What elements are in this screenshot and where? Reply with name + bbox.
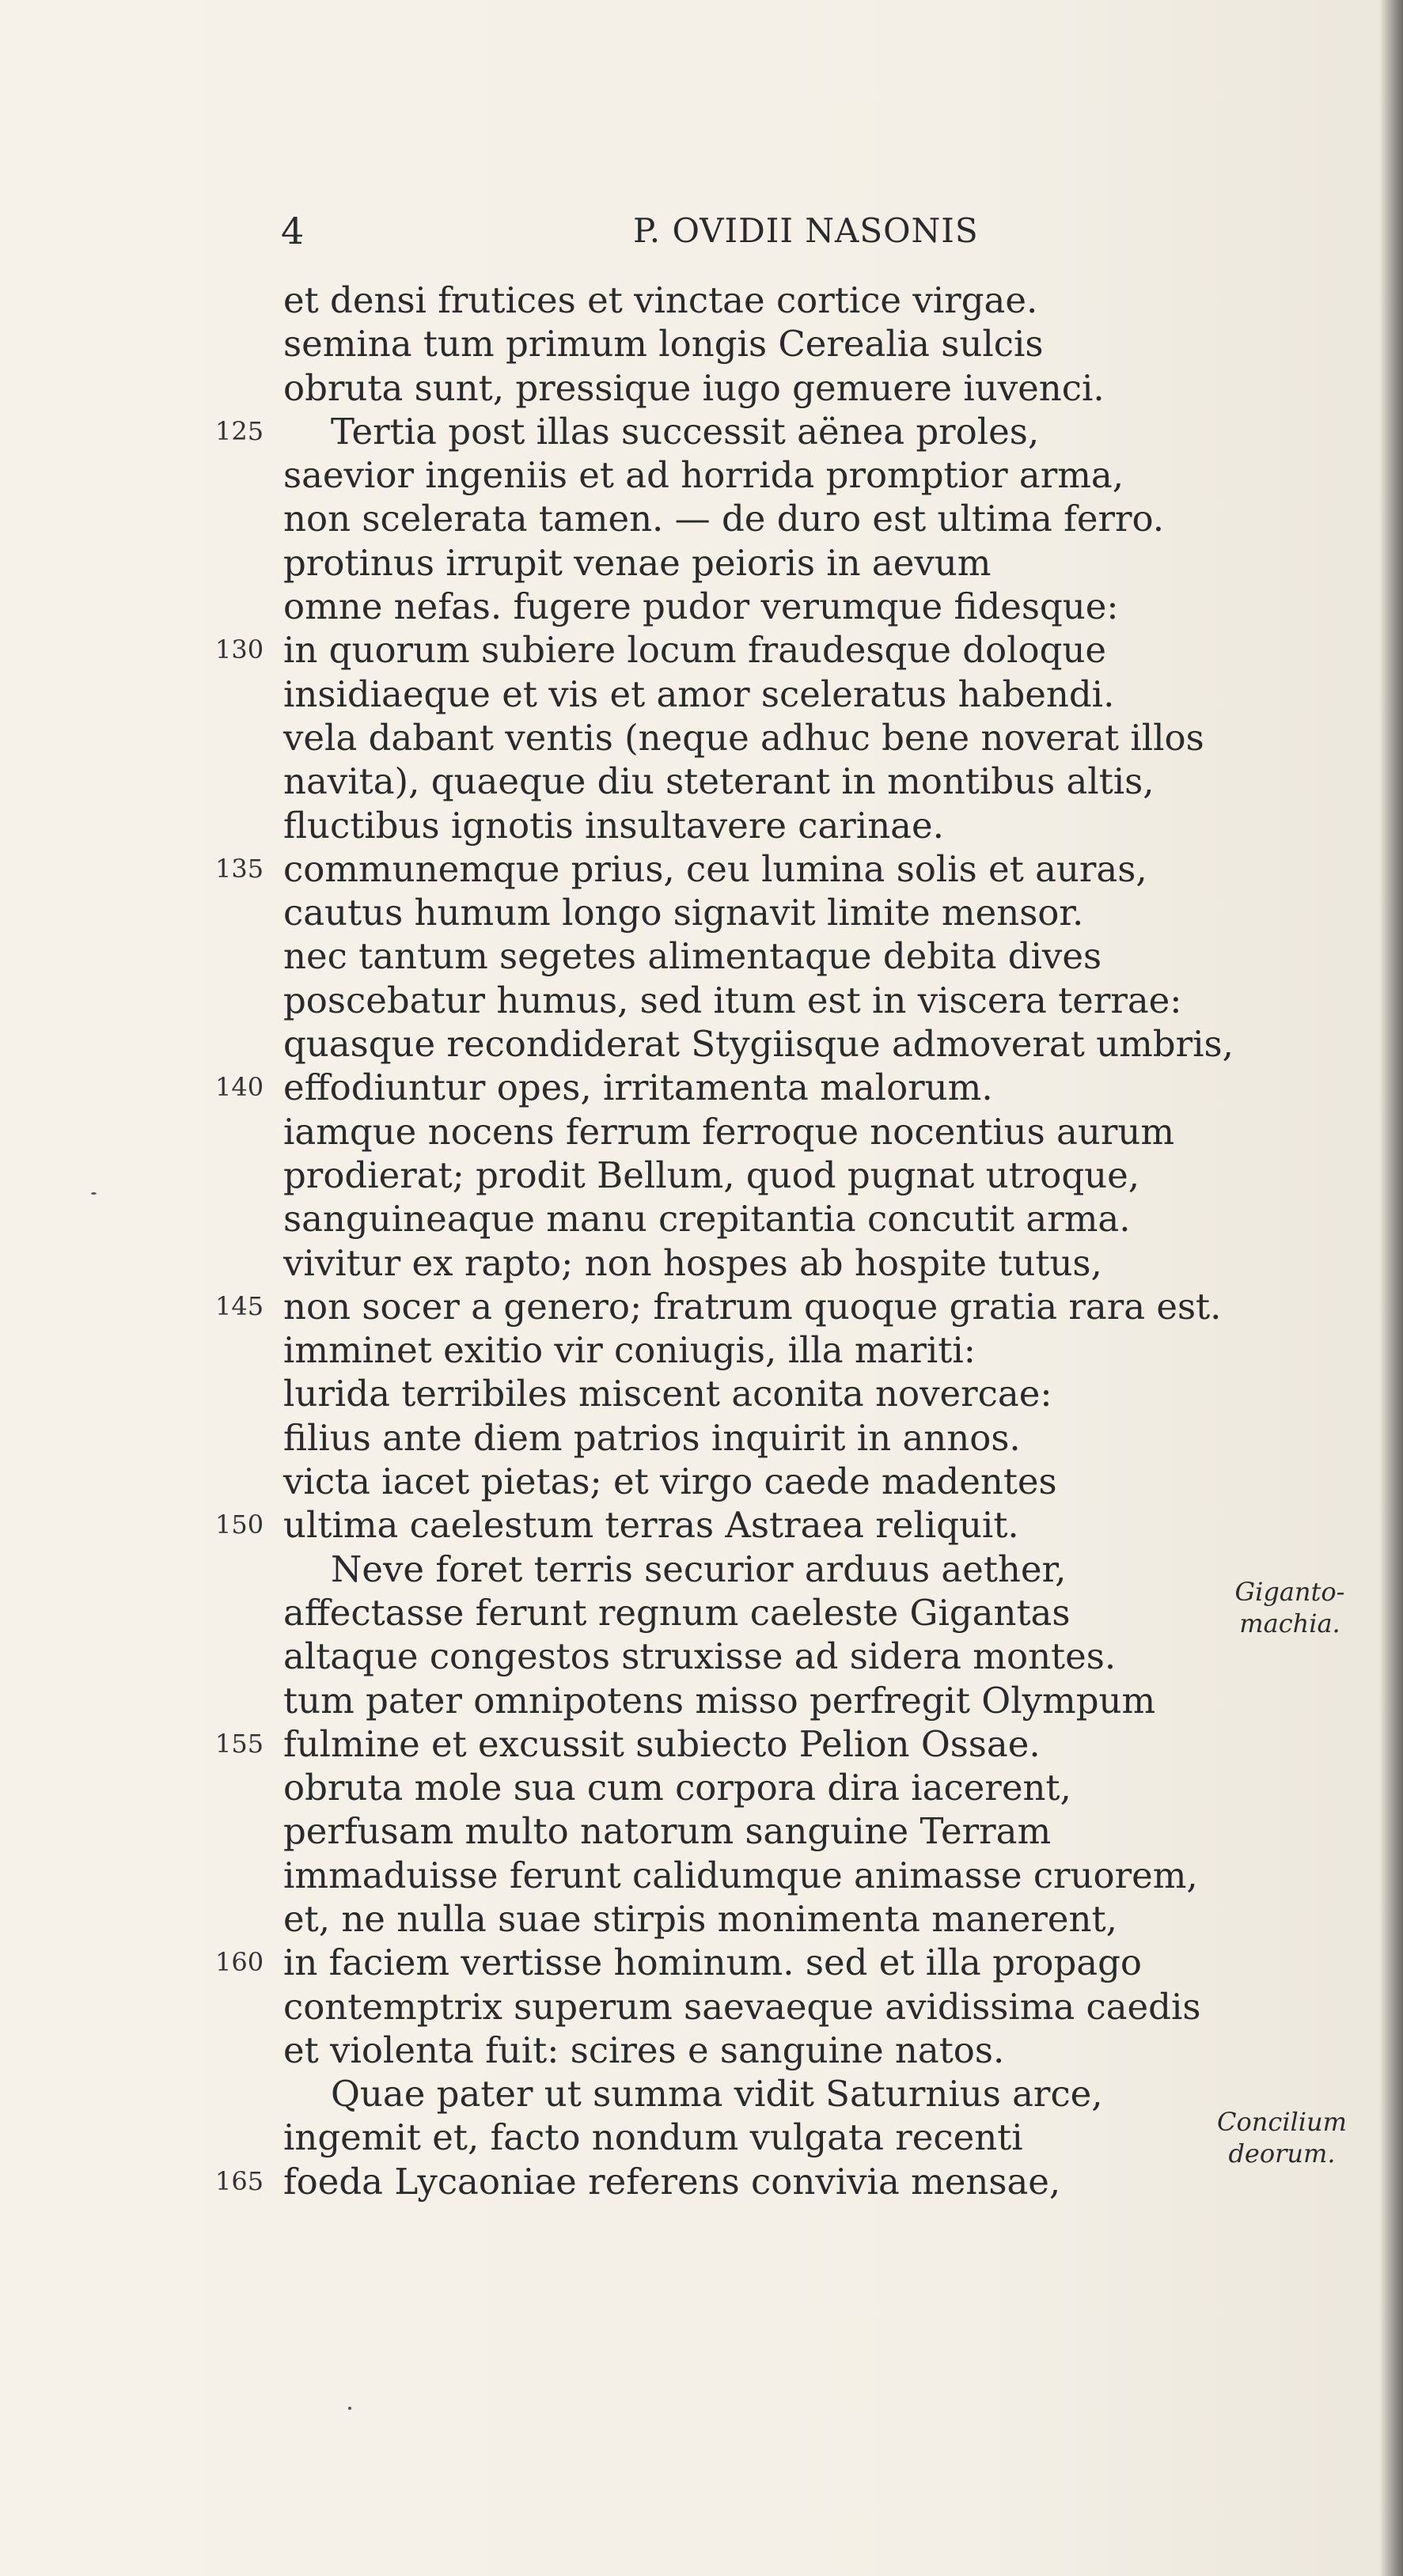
verse-text: perfusam multo natorum sanguine Terram [283,1810,1052,1853]
verse-text: prodierat; prodit Bellum, quod pugnat utroque, [283,1154,1140,1196]
verse-text: omne nefas. fugere pudor verumque fidesque: [283,585,1119,628]
verse-text: filius ante diem patrios inquirit in annos. [283,1416,1021,1459]
verse-line [0,2072,1403,2116]
verse-line [0,366,1403,410]
verse-text: in quorum subiere locum fraudesque doloque [283,629,1107,672]
verse-line [0,1197,1403,1241]
line-number: 130 [215,635,264,665]
verse-text: fluctibus ignotis insultavere carinae. [283,804,944,847]
verse-line [0,1154,1403,1197]
line-number: 125 [215,415,264,446]
verse-line [0,760,1403,803]
verse-line [0,804,1403,847]
verse-line [0,1591,1403,1635]
verse-line [0,1328,1403,1372]
verse-text: non socer a genero; fratrum quoque gratia rara est. [283,1285,1222,1328]
verse-text: ingemit et, facto nondum vulgata recenti [283,2116,1023,2159]
verse-line [0,453,1403,497]
verse-line [0,1022,1403,1066]
verse-text: cautus humum longo signavit limite mensor. [283,892,1084,934]
verse-text: in faciem vertisse hominum. sed et illa propago [283,1941,1143,1984]
running-title: P. OVIDII NASONIS [633,211,979,250]
verse-text: Tertia post illas successit aënea proles, [331,410,1040,453]
verse-line [0,1985,1403,2029]
verse-line [0,1110,1403,1154]
side-note-gigantomachia [1203,1576,1377,1639]
verse-line [0,628,1403,672]
verse-text: poscebatur humus, sed itum est in viscera terrae: [283,979,1182,1021]
verse-line [0,541,1403,585]
verse-line [0,1897,1403,1941]
verse-text: saevior ingeniis et ad horrida promptior arma, [283,454,1124,497]
verse-line [0,1809,1403,1853]
verse-text: vivitur ex rapto; non hospes ab hospite tutus, [283,1241,1102,1284]
verse-text: quasque recondiderat Stygiisque admoverat umbris, [283,1023,1234,1066]
verse-text: insidiaeque et vis et amor sceleratus habendi. [283,672,1115,715]
verse-text: non scelerata tamen. — de duro est ultima ferro. [283,498,1165,540]
verse-line [0,672,1403,716]
verse-line [0,2116,1403,2159]
page-header [0,207,1403,255]
line-number: 155 [215,1728,264,1759]
verse-line [0,410,1403,453]
verse-text: immaduisse ferunt calidumque animasse cruorem, [283,1854,1198,1896]
side-note-concilium [1195,2106,1369,2169]
verse-text: semina tum primum longis Cerealia sulcis [283,323,1044,366]
verse-line [0,1503,1403,1547]
line-number: 150 [215,1510,264,1540]
page-number: 4 [281,210,305,252]
verse-line [0,1066,1403,1109]
verse-text: contemptrix superum saevaeque avidissima caedis [283,1985,1201,2028]
verse-line [0,2029,1403,2072]
verse-text: ultima caelestum terras Astraea reliquit. [283,1504,1019,1547]
verse-text: altaque congestos struxisse ad sidera montes. [283,1635,1117,1678]
verse-line [0,278,1403,322]
verse-text: obruta sunt, pressique iugo gemuere iuvenci. [283,366,1105,409]
verse-text: imminet exitio vir coniugis, illa mariti: [283,1329,976,1372]
verse-text: communemque prius, ceu lumina solis et auras, [283,847,1147,890]
verse-text: navita), quaeque diu steterant in montibus altis, [283,760,1155,803]
verse-line [0,1854,1403,1897]
verse-text: foeda Lycaoniae referens convivia mensae, [283,2160,1061,2203]
verse-text: et, ne nulla suae stirpis monimenta manerent, [283,1897,1117,1940]
verse-line [0,934,1403,978]
verse-line [0,322,1403,366]
verse-text: nec tantum segetes alimentaque debita dives [283,935,1102,978]
line-number: 145 [215,1290,264,1321]
verse-line [0,716,1403,760]
side-note-line: Concilium [1217,2107,1347,2137]
line-number: 165 [215,2165,264,2196]
verse-line [0,1547,1403,1591]
verse-text: lurida terribiles miscent aconita novercae: [283,1373,1052,1415]
verse-line [0,1635,1403,1678]
verse-line [0,497,1403,540]
verse-line [0,979,1403,1022]
verse-text: Quae pater ut summa vidit Saturnius arce, [331,2073,1103,2116]
verse-text: tum pater omnipotens misso perfregit Olympum [283,1679,1156,1722]
poem-text [0,278,1403,2203]
side-note-line: machia. [1239,1608,1340,1638]
verse-line [0,2160,1403,2203]
ink-speck [348,2407,351,2410]
verse-line [0,1766,1403,1809]
verse-text: sanguineaque manu crepitantia concutit arma. [283,1198,1131,1241]
verse-text: Neve foret terris securior arduus aether, [331,1547,1067,1590]
verse-line [0,1679,1403,1722]
ink-speck [91,1192,97,1195]
verse-line [0,1285,1403,1328]
verse-line [0,1941,1403,1984]
verse-text: protinus irrupit venae peioris in aevum [283,541,992,584]
verse-line [0,891,1403,934]
verse-line [0,847,1403,891]
verse-text: obruta mole sua cum corpora dira iacerent, [283,1767,1071,1809]
verse-line [0,1241,1403,1285]
line-number: 135 [215,853,264,884]
verse-line [0,1416,1403,1460]
line-number: 140 [215,1072,264,1103]
verse-text: et densi frutices et vinctae cortice virgae. [283,279,1038,321]
side-note-line: deorum. [1228,2138,1336,2169]
verse-text: et violenta fuit: scires e sanguine natos. [283,2029,1005,2071]
verse-text: iamque nocens ferrum ferroque nocentius aurum [283,1110,1175,1153]
verse-line [0,585,1403,628]
verse-line [0,1372,1403,1415]
verse-text: effodiuntur opes, irritamenta malorum. [283,1066,993,1109]
side-note-line: Giganto- [1234,1577,1345,1607]
verse-text: affectasse ferunt regnum caeleste Gigantas [283,1591,1071,1634]
verse-line [0,1722,1403,1766]
verse-text: victa iacet pietas; et virgo caede madentes [283,1460,1057,1503]
verse-text: vela dabant ventis (neque adhuc bene noverat illos [283,716,1204,759]
verse-text: fulmine et excussit subiecto Pelion Ossae. [283,1722,1041,1765]
line-number: 160 [215,1947,264,1978]
verse-line [0,1460,1403,1503]
